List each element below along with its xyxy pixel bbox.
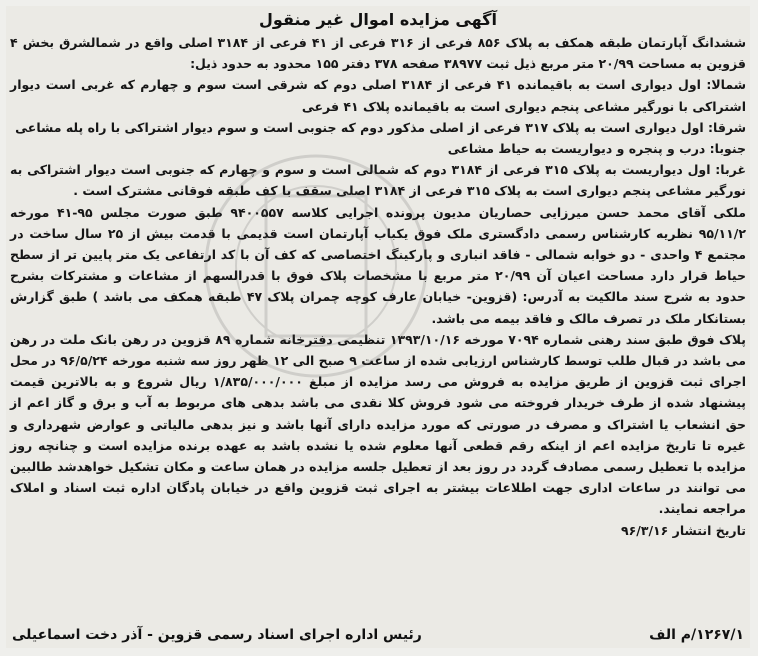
signature-line [12,622,744,648]
auction-notice [6,6,750,648]
paragraph-owner: ملکی آقای محمد حسن میرزایی حصاریان مدیون پرونده اجرایی کلاسه ۹۴۰۰۵۵۷ طبق صورت مجلس ۹۵-۴۱ مورخه ۹۵/۱۱/۲ نظریه کارشناس رسمی دادگستری ملک فوق یکباب آپارتمان است قدیمی با قدمت بیش از ۲۵ سال ساخت در مجتمع ۴ واحدی - دو خوابه شمالی - فاقد انباری و پارکینگ اختصاصی که کف آن با کد ارتفاعی یک متر پایین تر از سطح حیاط قرار دارد مساحت اعیان آن ۲۰/۹۹ متر مربع با مشخصات پلاک فوق با قدرالسهم از مشاعات و مشترکات بشرح حدود به شرح سند مالکیت به آدرس: (قزوین- خیابان عارف کوچه چمران پلاک ۴۷ طبقه همکف می باشد ) طبق گزارش بستانکار ملک در تصرف مالک و فاقد بیمه می باشد. [10,204,747,326]
paragraph-property: ششدانگ آپارتمان طبقه همکف به پلاک ۸۵۶ فرعی از ۳۱۶ فرعی از ۴۱ فرعی از ۳۱۸۴ اصلی واقع در شمالشرق بخش ۴ قزوین به مساحت ۲۰/۹۹ متر مربع ذیل ثبت ۳۸۹۷۷ صفحه ۳۷۸ دفتر ۱۵۵ محدود به حدود ذیل: [10,35,746,72]
signature-title: رئیس اداره اجرای اسناد رسمی قزوین - آذر دخت اسماعیلی [12,627,422,643]
paragraph-west: غربا: اول دیواریست به پلاک ۳۱۵ فرعی از ۳۱۸۴ دوم که شمالی است و سوم و چهارم که جنوبی است دیوار اشتراکی به نورگیر مشاعی پنجم دیواری است به پلاک ۳۱۵ فرعی از ۳۱۸۴ اصلی سقف با کف طبقه فوقانی مشترک است . [10,162,746,199]
publication-date: تاریخ انتشار ۹۶/۳/۱۶ [621,522,746,538]
paragraph-auction: پلاک فوق طبق سند رهنی شماره ۷۰۹۴ مورخه ۱۳۹۳/۱۰/۱۶ تنظیمی دفترخانه شماره ۸۹ قزوین در رهن بانک ملت در رهن می باشد در قبال طلب توسط کارشناس ارزیابی شده از ساعت ۹ صبح الی ۱۲ ظهر روز سه شنبه مورخه ۹۶/۵/۲۴ در محل اجرای ثبت قزوین از طریق مزایده به فروش می رسد مزایده از مبلغ ۱/۸۳۵/۰۰۰/۰۰۰ ریال شروع و به بالاترین قیمت پیشنهاد شده از طرف خریدار فروخته می شود فروش کلا نقدی می باشد بدهی های مربوط به آب و برق و گاز اعم از حق انشعاب یا اشتراک و مصرف در صورتی که مورد مزایده دارای آنها باشد و نیز بدهی مالیاتی و عوارض شهرداری و غیره تا تاریخ مزایده اعم از اینکه رقم قطعی آنها معلوم شده یا نشده باشد به عهده برنده مزایده است و چنانچه روز مزایده با تعطیل رسمی مصادف گردد در روز بعد از تعطیل جلسه مزایده در همان ساعت و مکان تشکیل خواهدشد طالبین می توانند در ساعات اداری جهت اطلاعات بیشتر به اجرای ثبت قزوین واقع در خیابان پادگان اداره ثبت اسناد و املاک مراجعه نمایند. [10,331,747,517]
paragraph-north: شمالا: اول دیواری است به باقیمانده ۴۱ فرعی از ۳۱۸۴ اصلی دوم که شرقی است سوم و چهارم که غربی است دیوار اشتراکی با نورگیر مشاعی پنجم دیواری است به باقیمانده پلاک ۴۱ فرعی [10,77,746,114]
notice-title: آگهی مزایده اموال غیر منقول [259,10,497,29]
paragraph-south: جنوبا: درب و پنجره و دیواریست به حیاط مشاعی [447,141,746,157]
paragraph-east: شرقا: اول دیواری است به پلاک ۳۱۷ فرعی از اصلی مذکور دوم که جنوبی است و سوم دیوار اشتراکی با راه پله مشاعی [15,119,746,135]
notice-body [10,32,746,541]
signature-code: ۱۲۶۷/۱/م الف [649,627,744,643]
